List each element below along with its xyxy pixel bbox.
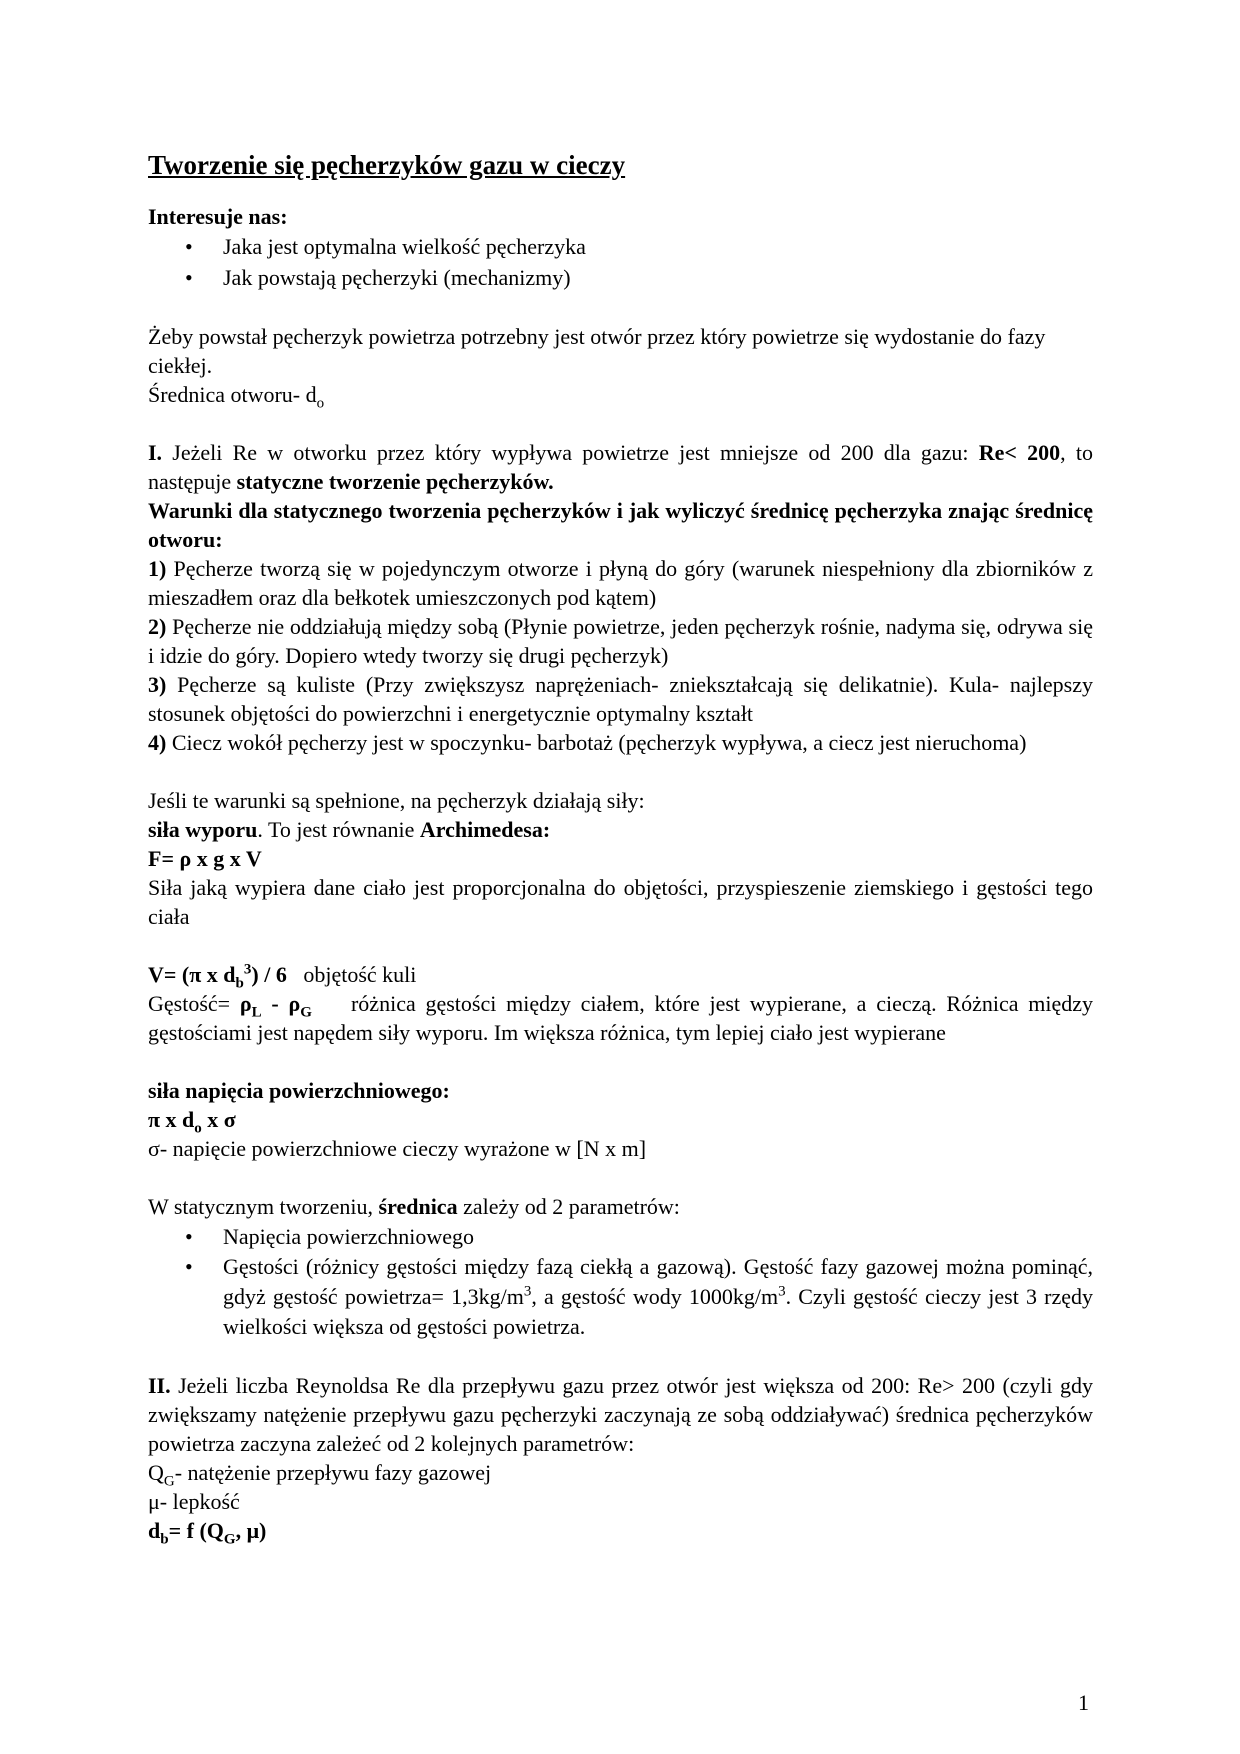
orifice-diameter-line: Średnica otworu- $d_o$ <box>148 382 325 412</box>
interest-heading: Interesuje nas: <box>148 204 288 229</box>
conditions-heading: Warunki dla statycznego tworzenia pęcherzyków i jak wyliczyć średnicę pęcherzyka znając średnicę otworu: <box>148 498 1093 552</box>
list-item: • Napięcia powierzchniowego <box>148 1221 1093 1252</box>
surface-tension-description: σ- napięcie powierzchniowe cieczy wyrażone w [N x m] <box>148 1136 647 1161</box>
density-paragraph: Gęstość= $\rho_L - \rho_G$ różnica gęstości między ciałem, które jest wypierane, a cieczą. Różnica między gęstościami jest napędem siły wyporu. Im większa różnica, tym lepiej ciało jest wypierane <box>148 991 1099 1045</box>
condition-item: 2) Pęcherze nie oddziałują między sobą (Płynie powietrze, jeden pęcherzyk rośnie, nadyma się, odrywa się i idzie do góry. Dopiero wtedy tworzy się drugi pęcherzyk) <box>148 614 1093 668</box>
condition-item: 1) Pęcherze tworzą się w pojedynczym otworze i płyną do góry (warunek niespełniony dla zbiorników z mieszadłem oraz dla bełkotek umieszczonych pod kątem) <box>148 556 1093 610</box>
list-item: • Jak powstają pęcherzyki (mechanizmy) <box>148 262 1093 293</box>
section-2-paragraph: II. Jeżeli liczba Reynoldsa Re dla przepływu gazu przez otwór jest większa od 200: Re> 200 (czyli gdy zwiększamy natężenie przepływu gazu pęcherzyki zaczynają ze sobą oddziaływać) średnica pęcherzyków powietrza zaczyna zależeć od 2 kolejnych parametrów: <box>148 1373 1093 1456</box>
diameter-parameters-list <box>148 1221 1093 1342</box>
volume-formula-line: V= (π x $d_b^3) / 6$ objętość kuli <box>148 961 417 992</box>
section-1-numeral: I. <box>148 440 163 465</box>
document-page <box>148 148 1099 1548</box>
list-item: • Jaka jest optymalna wielkość pęcherzyka <box>148 231 1093 262</box>
forces-intro: Jeśli te warunki są spełnione, na pęcherzyk działają siły: <box>148 788 645 813</box>
condition-item: 3) Pęcherze są kuliste (Przy zwiększysz naprężeniach- zniekształcają się delikatnie). Kula- najlepszy stosunek objętości do powierzchni i energetycznie optymalny kształt <box>148 672 1093 726</box>
buoyancy-description: Siła jaką wypiera dane ciało jest proporcjonalna do objętości, przyspieszenie ziemskiego i gęstości tego ciała <box>148 875 1093 929</box>
buoyancy-formula: F= ρ x g x V <box>148 846 262 871</box>
final-formula: $d_b= f$ ($Q_G$, μ) <box>148 1518 267 1548</box>
document-title: Tworzenie się pęcherzyków gazu w cieczy <box>148 150 626 180</box>
section-1-paragraph: I. Jeżeli Re w otworku przez który wypływa powietrze jest mniejsze od 200 dla gazu: Re< 200, to następuje statyczne tworzenie pęcherzyków. <box>148 440 1093 494</box>
gas-flow-line: $Q_G-$ natężenie przepływu fazy gazowej <box>148 1460 492 1490</box>
condition-item: 4) Ciecz wokół pęcherzy jest w spoczynku- barbotaż (pęcherzyk wypływa, a ciecz jest nieruchoma) <box>148 730 1027 755</box>
buoyancy-line: siła wyporu. To jest równanie Archimedesa: <box>148 817 551 842</box>
section-2-numeral: II. <box>148 1373 171 1398</box>
list-item: • Gęstości (różnicy gęstości między fazą ciekłą a gazową). Gęstość fazy gazowej można pominąć, gdyż gęstość powietrza= $1,3kg/m^3$, a gęstość wody $1000kg/m^3$. Czyli gęstość cieczy jest 3 rzędy wielkości większa od gęstości powietrza. <box>148 1252 1093 1342</box>
intro-paragraph: Żeby powstał pęcherzyk powietrza potrzebny jest otwór przez który powietrze się wydostanie do fazy ciekłej. <box>148 324 1046 378</box>
viscosity-line: μ- lepkość <box>148 1489 240 1514</box>
diameter-intro: W statycznym tworzeniu, średnica zależy od 2 parametrów: <box>148 1194 680 1219</box>
surface-tension-heading: siła napięcia powierzchniowego: <box>148 1078 450 1103</box>
surface-tension-formula: π x $d_o$ x σ <box>148 1107 236 1137</box>
interest-list <box>148 231 1093 293</box>
page-number: 1 <box>1078 1690 1089 1715</box>
